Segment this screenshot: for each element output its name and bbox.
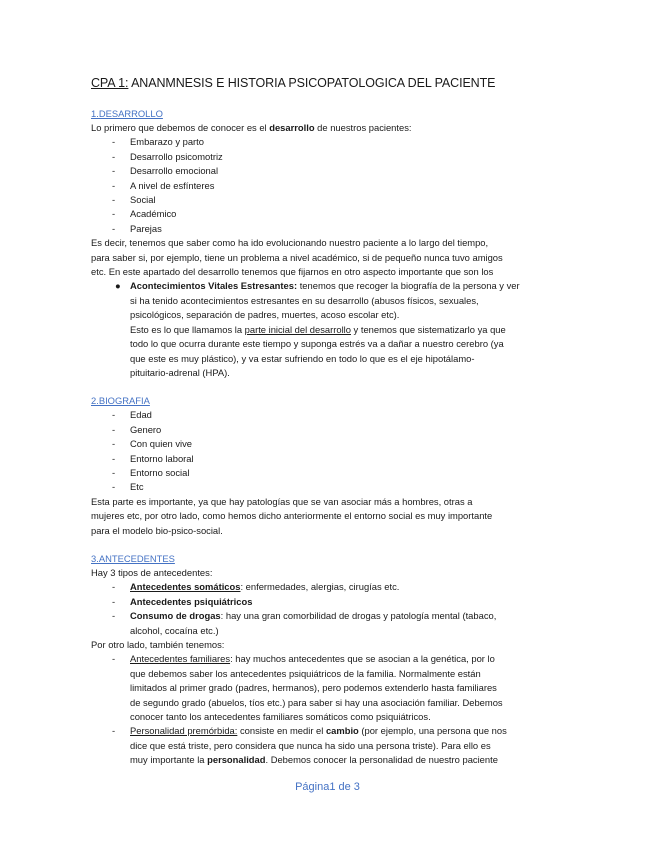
otros-antecedentes-list <box>91 652 569 767</box>
list-item: - Consumo de drogas: hay una gran comorbilidad de drogas y patología mental (tabaco, alcohol, cocaína etc.) <box>91 609 569 638</box>
list-item: - Parejas <box>91 222 569 236</box>
paragraph-line: para el modelo bio-psico-social. <box>91 524 223 536</box>
section-heading-desarrollo: 1.DESARROLLO <box>91 108 163 119</box>
paragraph-line: Es decir, tenemos que saber como ha ido evolucionando nuestro paciente a lo largo del tiempo, <box>91 237 489 249</box>
list-item: - Antecedentes somáticos: enfermedades, alergias, cirugías etc. <box>91 580 569 594</box>
paragraph-line: Esta parte es importante, ya que hay patologías que se van asociar más a hombres, otras a <box>91 495 473 507</box>
list-item: - Desarrollo emocional <box>91 164 569 178</box>
paragraph-line: Por otro lado, también tenemos: <box>91 639 225 650</box>
list-item: - Personalidad premórbida: consiste en medir el cambio (por ejemplo, una persona que nos dice que está triste, pero considera que nunca ha sido una persona triste). Para ello es muy importante la personalidad. Debemos conocer la personalidad de nuestro paciente <box>91 724 569 767</box>
paragraph-line: mujeres etc, por otro lado, como hemos dicho anteriormente el entorno social es muy importante <box>91 510 493 522</box>
list-item: - Social <box>91 193 569 207</box>
paragraph-line: para saber si, por ejemplo, tiene un problema a nivel académico, si de pequeño nunca tuvo amigos <box>91 251 503 263</box>
list-item: - Entorno social <box>91 466 569 480</box>
document-page <box>91 76 569 768</box>
bullet-icon: ● <box>115 280 121 292</box>
list-item: - Antecedentes psiquiátricos <box>91 595 569 609</box>
page-footer: Página1 de 3 <box>295 781 360 793</box>
desarrollo-list <box>91 135 569 236</box>
list-item: - A nivel de esfínteres <box>91 179 569 193</box>
paragraph-line: etc. En este apartado del desarrollo tenemos que fijarnos en otro aspecto importante que son los <box>91 266 494 278</box>
section-intro: Lo primero que debemos de conocer es el desarrollo de nuestros pacientes: <box>91 122 412 133</box>
page-title: CPA 1: ANANMNESIS E HISTORIA PSICOPATOLOGICA DEL PACIENTE <box>91 76 496 90</box>
biografia-list <box>91 408 569 494</box>
section-intro: Hay 3 tipos de antecedentes: <box>91 566 213 578</box>
list-item: - Entorno laboral <box>91 452 569 466</box>
list-item: - Antecedentes familiares: hay muchos antecedentes que se asocian a la genética, por lo que debemos saber los antecedentes psiquiátricos de la familia. Normalmente están limitados al primer grado (padres, hermanos), pero podemos extenderlo hasta familiares de segundo grado (abuelos, tíos etc.) para saber si hay una asociación familiar. Debemos conocer tanto los antecedentes familiares somáticos como psiquiátricos. <box>91 652 569 724</box>
section-heading-biografia: 2.BIOGRAFIA <box>91 395 150 407</box>
list-item: - Académico <box>91 207 569 221</box>
bullet-acontecimientos: ● Acontecimientos Vitales Estresantes: tenemos que recoger la biografía de la persona y ver si ha tenido acontecimientos estresantes en su desarrollo (abusos físicos, sexuales, psicológicos, separación de padres, muertes, acoso escolar etc). Esto es lo que llamamos la parte inicial del desarrollo y tenemos que sistematizarlo ya que todo lo que ocurra durante este tiempo y suponga estrés va a dañar a nuestro cerebro (ya que este es muy plástico), y va estar sufriendo en todo lo que es el eje hipotálamo- pituitario-adrenal (HPA). <box>115 280 520 378</box>
section-heading-antecedentes: 3.ANTECEDENTES <box>91 552 175 564</box>
antecedentes-list <box>91 580 569 638</box>
list-item: - Desarrollo psicomotriz <box>91 150 569 164</box>
list-item: - Genero <box>91 423 569 437</box>
list-item: - Edad <box>91 408 569 422</box>
list-item: - Etc <box>91 480 569 494</box>
list-item: - Embarazo y parto <box>91 135 569 149</box>
list-item: - Con quien vive <box>91 437 569 451</box>
